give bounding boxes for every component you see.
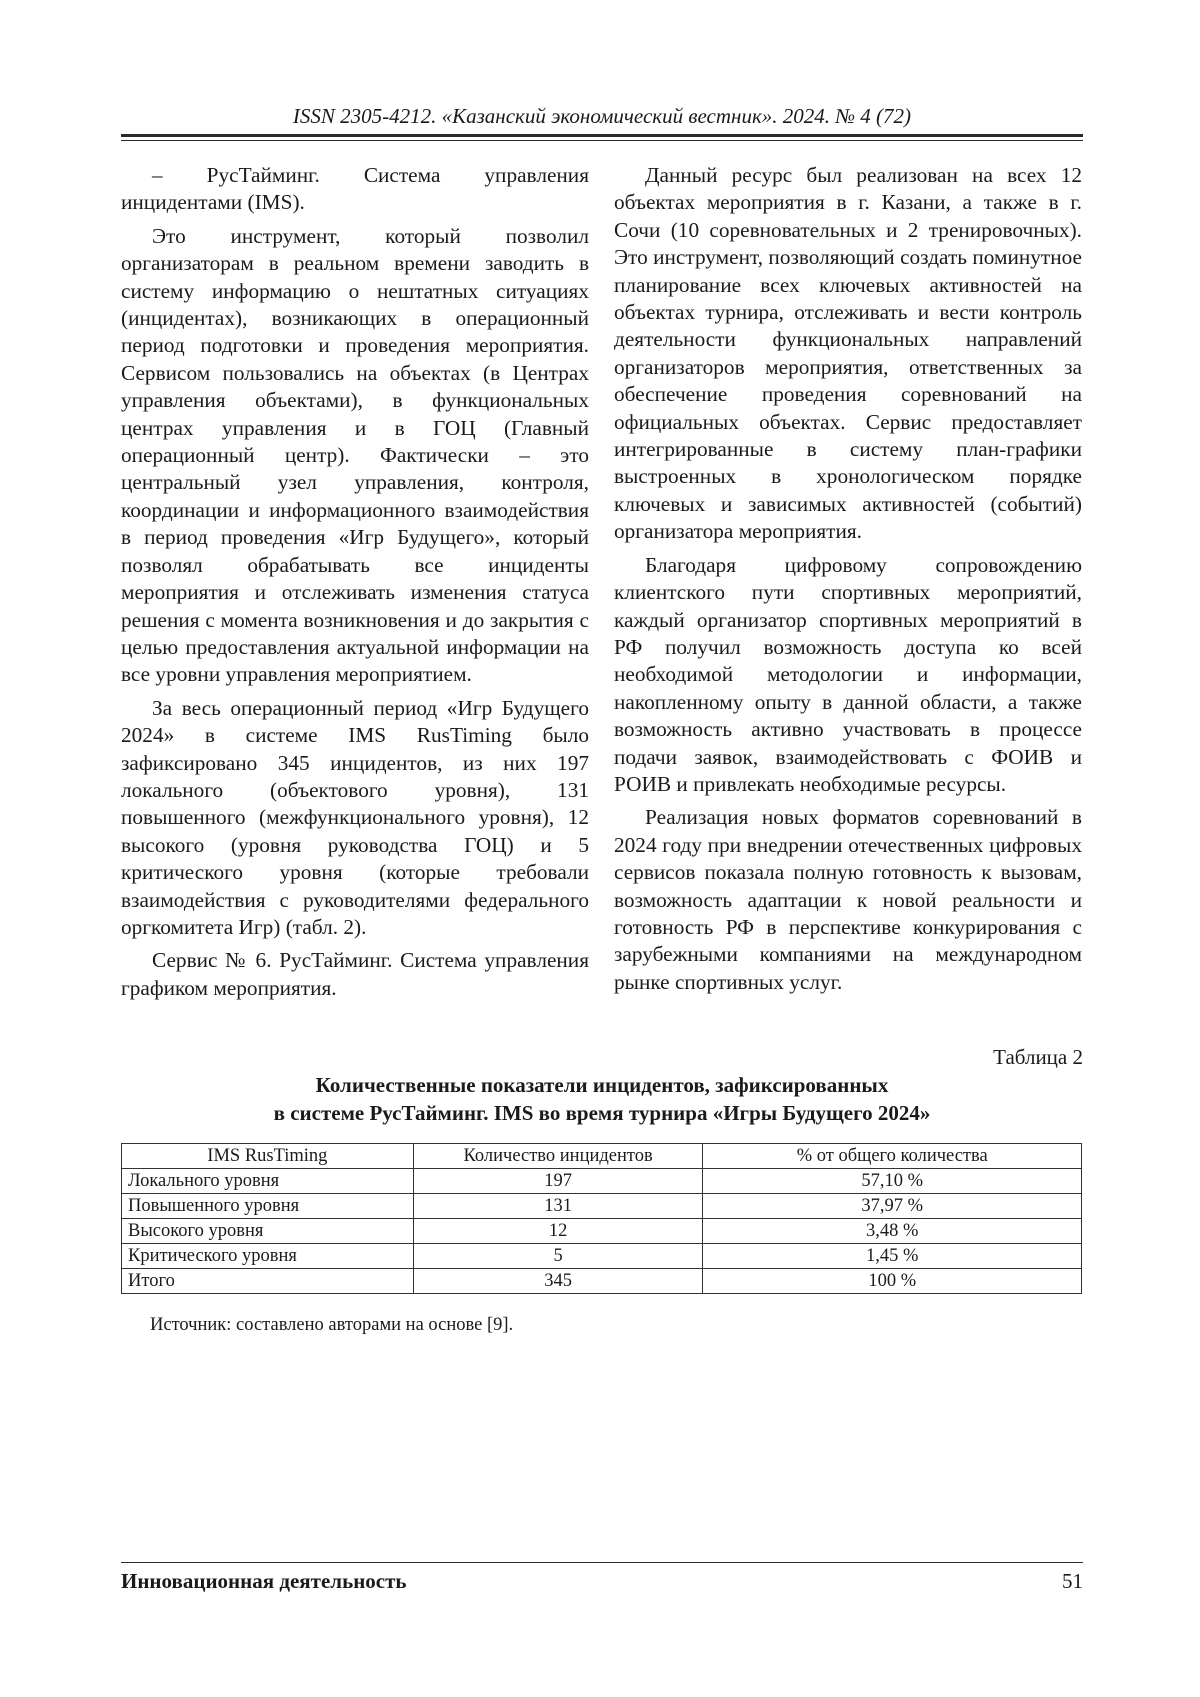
footer-rule (121, 1562, 1083, 1563)
header-rule-thick (121, 134, 1083, 137)
header-rule-thin (121, 140, 1083, 141)
table-title-line: Количественные показатели инцидентов, зафиксированных (315, 1073, 889, 1097)
table-cell: Высокого уровня (122, 1219, 414, 1244)
paragraph: Это инструмент, который позволил организаторам в реальном времени заводить в систему информацию о нештатных ситуациях (инцидентах), возникающих в операционный период подготовки и проведения мероприятия. Сервисом пользовались на объектах (в Центрах управления объектами), в функциональных центрах управления и в ГОЦ (Главный операционный центр). Фактически – это центральный узел управления, контроля, координации и информационного взаимодействия в период проведения «Игр Будущего», который позволял обрабатывать все инциденты мероприятия и отслеживать изменения статуса решения с момента возникновения и до закрытия с целью предоставления актуальной информации на все уровни управления мероприятием. (121, 223, 589, 687)
table-cell: 197 (413, 1169, 703, 1194)
right-column (614, 162, 1082, 996)
paragraph: – РусТайминг. Система управления инцидентами (IMS). (121, 163, 589, 215)
table-row (122, 1169, 1082, 1194)
left-column (121, 162, 589, 1002)
table-source-note: Источник: составлено авторами на основе [9]. (150, 1315, 514, 1335)
table-row (122, 1194, 1082, 1219)
table-cell: 3,48 % (703, 1219, 1082, 1244)
column-header: % от общего количества (703, 1144, 1082, 1169)
paragraph: Благодаря цифровому сопровождению клиентского пути спортивных мероприятий, каждый организатор спортивных мероприятий в РФ получил возможность доступа ко всей необходимой методологии и информации, накопленному опыту в данной области, а также возможность активно участвовать в процессе подачи заявок, взаимодействовать с ФОИВ и РОИВ и привлекать необходимые ресурсы. (614, 552, 1082, 796)
journal-header: ISSN 2305-4212. «Казанский экономический вестник». 2024. № 4 (72) (292, 104, 912, 128)
table-cell: 100 % (703, 1269, 1082, 1294)
table-cell: 345 (413, 1269, 703, 1294)
paragraph: За весь операционный период «Игр Будущего 2024» в системе IMS RusTiming было зафиксировано 345 инцидентов, из них 197 локального (объектового уровня), 131 повышенного (межфункционального уровня), 12 высокого (уровня руководства ГОЦ) и 5 критического уровня (которые требовали взаимодействия с руководителями федерального оргкомитета Игр) (табл. 2). (121, 695, 589, 939)
table-cell: Локального уровня (122, 1169, 414, 1194)
table-cell: 37,97 % (703, 1194, 1082, 1219)
table-title (121, 1071, 1083, 1127)
paragraph: Данный ресурс был реализован на всех 12 объектах мероприятия в г. Казани, а также в г. Сочи (10 соревновательных и 2 тренировочных). Это инструмент, позволяющий создать поминутное планирование всех ключевых активностей на объектах турнира, отслеживать и вести контроль деятельности функциональных направлений организаторов мероприятия, ответственных за обеспечение проведения соревнований на официальных объектах. Сервис предоставляет интегрированные в систему план-графики выстроенных в хронологическом порядке ключевых и зависимых активностей (событий) организатора мероприятия. (614, 163, 1082, 544)
paragraph: Сервис № 6. РусТайминг. Система управления графиком мероприятия. (121, 948, 589, 1000)
table-cell: 12 (413, 1219, 703, 1244)
incidents-table (121, 1143, 1082, 1294)
table-caption: Таблица 2 (993, 1045, 1083, 1069)
paragraph: Реализация новых форматов соревнований в 2024 году при внедрении отечественных цифровых сервисов показала полную готовность к вызовам, возможность адаптации к новой реальности и готовность РФ в перспективе конкурирования с зарубежными компаниями на международном рынке спортивных услуг. (614, 805, 1082, 994)
table-cell: Итого (122, 1269, 414, 1294)
table-cell: 57,10 % (703, 1169, 1082, 1194)
column-header: Количество инцидентов (413, 1144, 703, 1169)
table-row (122, 1269, 1082, 1294)
table-cell: 131 (413, 1194, 703, 1219)
footer-section-title: Инновационная деятельность (121, 1569, 407, 1593)
table-cell: 1,45 % (703, 1244, 1082, 1269)
table-cell: Повышенного уровня (122, 1194, 414, 1219)
page-number: 51 (1062, 1569, 1083, 1593)
table-title-line: в системе РусТайминг. IMS во время турнира «Игры Будущего 2024» (273, 1101, 931, 1125)
table-row (122, 1244, 1082, 1269)
column-header: IMS RusTiming (122, 1144, 414, 1169)
table-row (122, 1219, 1082, 1244)
table-header-row (122, 1144, 1082, 1169)
table-cell: Критического уровня (122, 1244, 414, 1269)
table-cell: 5 (413, 1244, 703, 1269)
